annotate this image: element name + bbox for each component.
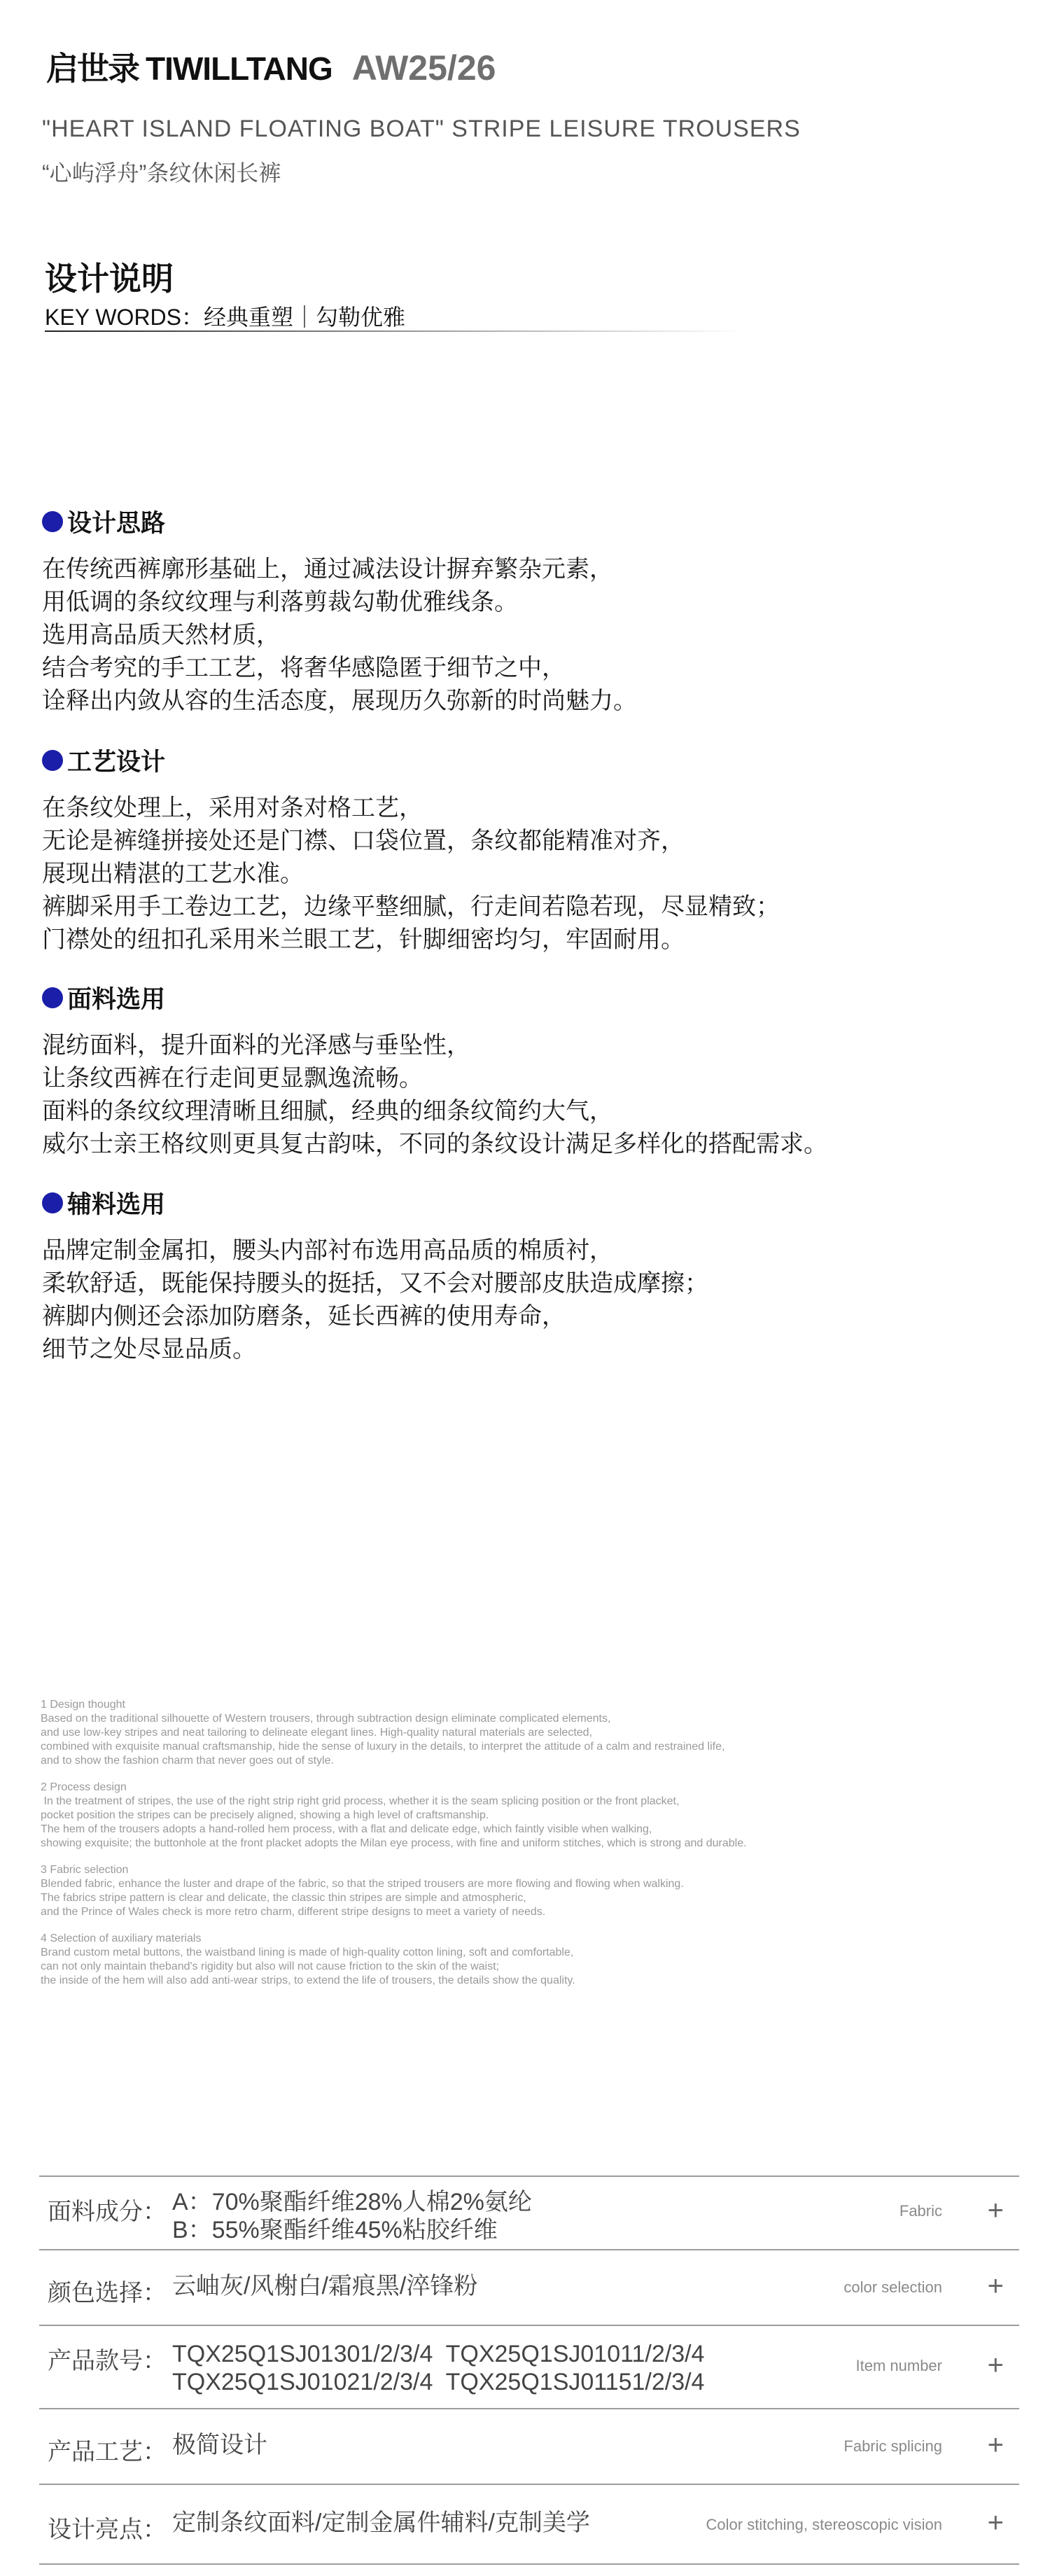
design-section-title: 设计说明 <box>45 260 174 297</box>
spec-en-label: Item number <box>855 2357 942 2374</box>
expand-plus-icon[interactable]: + <box>987 2195 1004 2226</box>
product-title-en: "HEART ISLAND FLOATING BOAT" STRIPE LEISURE TROUSERS <box>42 116 801 142</box>
note-line: 4 Selection of auxiliary materials <box>41 1933 202 1944</box>
block-line: 无论是裤缝拼接处还是门襟、口袋位置，条纹都能精准对齐， <box>42 828 685 854</box>
block-heading-text: 辅料选用 <box>67 1191 166 1218</box>
spec-row-item-number[interactable] <box>39 2325 1019 2408</box>
spec-table <box>39 2175 1019 2565</box>
note-line: combined with exquisite manual craftsmanship, hide the sense of luxury in the details, to interpret the attitude of a calm and restrained life, <box>41 1741 725 1753</box>
spec-label: 颜色选择： <box>48 2280 167 2306</box>
spec-values: TQX25Q1SJ01301/2/3/4 TQX25Q1SJ01011/2/3/4 TQX25Q1SJ01021/2/3/4 TQX25Q1SJ01151/2/3/4 <box>172 2341 705 2395</box>
brand-logo <box>46 43 496 90</box>
block-line: 细节之处尽显品质。 <box>42 1336 256 1363</box>
season-label: AW25/26 <box>351 48 496 88</box>
spec-en-label: color selection <box>844 2278 942 2296</box>
spec-row-highlights[interactable] <box>39 2484 1019 2565</box>
block-line: 诠释出内敛从容的生活态度，展现历久弥新的时尚魅力。 <box>42 688 637 714</box>
expand-plus-icon[interactable]: + <box>987 2271 1004 2302</box>
spec-label: 产品款号： <box>48 2348 167 2374</box>
block-heading <box>42 743 780 778</box>
block-line: 裤脚内侧还会添加防磨条，延长西裤的使用寿命， <box>42 1303 566 1330</box>
bullet-dot-icon <box>42 750 63 771</box>
block-heading <box>42 980 827 1015</box>
block-heading <box>42 504 637 539</box>
expand-plus-icon[interactable]: + <box>987 2430 1004 2460</box>
block-line: 用低调的条纹纹理与利落剪裁勾勒优雅线条。 <box>42 589 518 615</box>
keywords-row <box>45 300 745 333</box>
keywords-text: KEY WORDS：经典重塑｜勾勒优雅 <box>45 305 406 330</box>
note-line: The hem of the trousers adopts a hand-rolled hem process, with a flat and delicate edge, which faintly visible when walking, <box>41 1823 652 1835</box>
block-line: 品牌定制金属扣，腰头内部衬布选用高品质的棉质衬， <box>42 1237 613 1264</box>
spec-values: 云岫灰/风榭白/霜痕黑/淬锋粉 <box>172 2273 478 2299</box>
brand-name-cn: 启世录 <box>46 50 139 87</box>
note-line: 3 Fabric selection <box>41 1864 129 1876</box>
note-line: 2 Process design <box>41 1781 127 1793</box>
block-line: 柔软舒适，既能保持腰头的挺括，又不会对腰部皮肤造成摩擦； <box>42 1270 708 1297</box>
block-line: 展现出精湛的工艺水准。 <box>42 861 304 887</box>
note-line: pocket position the stripes can be precisely aligned, showing a high level of craftsmanship. <box>41 1809 489 1821</box>
design-block-fabric <box>42 980 827 1161</box>
block-body <box>42 553 637 718</box>
block-line: 门襟处的纽扣孔采用米兰眼工艺，针脚细密均匀，牢固耐用。 <box>42 926 685 953</box>
spec-values: 定制条纹面料/定制金属件辅料/克制美学 <box>172 2509 590 2536</box>
design-block-concept <box>42 504 637 718</box>
note-line: can not only maintain theband's rigidity but also will not cause friction to the skin of the waist; <box>41 1961 499 1972</box>
block-line: 选用高品质天然材质， <box>42 622 280 648</box>
block-line: 混纺面料，提升面料的光泽感与垂坠性， <box>42 1032 470 1059</box>
block-line: 结合考究的手工工艺，将奢华感隐匿于细节之中， <box>42 655 566 681</box>
note-line: Based on the traditional silhouette of Western trousers, through subtraction design eliminate complicated elements, <box>41 1713 611 1725</box>
note-line: 1 Design thought <box>41 1699 125 1711</box>
block-line: 裤脚采用手工卷边工艺，边缘平整细腻，行走间若隐若现，尽显精致； <box>42 893 780 920</box>
block-line: 面料的条纹纹理清晰且细腻，经典的细条纹简约大气， <box>42 1098 613 1125</box>
english-notes <box>41 1698 993 2000</box>
spec-en-label: Fabric splicing <box>844 2437 942 2455</box>
note-line: Brand custom metal buttons, the waistband lining is made of high-quality cotton lining, soft and comfortable, <box>41 1947 574 1958</box>
keywords-underline <box>45 330 745 332</box>
english-note-item <box>41 1698 993 1768</box>
note-line: and the Prince of Wales check is more retro charm, different stripe designs to meet a variety of needs. <box>41 1906 546 1918</box>
spec-row-process[interactable] <box>39 2408 1019 2484</box>
english-note-item <box>41 1863 993 1919</box>
note-line: In the treatment of stripes, the use of the right strip right grid process, whether it is the seam splicing position or the front placket, <box>41 1795 680 1807</box>
block-line: 威尔士亲王格纹则更具复古韵味，不同的条纹设计满足多样化的搭配需求。 <box>42 1131 827 1157</box>
expand-plus-icon[interactable]: + <box>987 2507 1004 2538</box>
block-body <box>42 792 780 956</box>
block-line: 在条纹处理上，采用对条对格工艺， <box>42 795 423 821</box>
block-heading-text: 设计思路 <box>67 510 166 537</box>
bullet-dot-icon <box>42 1192 63 1213</box>
spec-values: 极简设计 <box>172 2432 267 2458</box>
spec-row-fabric[interactable] <box>39 2175 1019 2249</box>
block-heading-text: 面料选用 <box>67 986 166 1013</box>
block-line: 让条纹西裤在行走间更显飘逸流畅。 <box>42 1065 423 1092</box>
brand-name-en: TIWILLTANG <box>146 50 332 87</box>
note-line: and to show the fashion charm that never goes out of style. <box>41 1755 334 1767</box>
note-line: showing exquisite; the buttonhole at the front placket adopts the Milan eye process, with fine and uniform stitches, which is strong and durable. <box>41 1837 747 1849</box>
spec-en-label: Fabric <box>899 2202 942 2220</box>
spec-label: 设计亮点： <box>48 2516 167 2543</box>
english-note-item <box>41 1781 993 1851</box>
block-heading <box>42 1185 708 1220</box>
spec-label: 产品工艺： <box>48 2439 167 2465</box>
design-block-process <box>42 743 780 956</box>
note-line: The fabrics stripe pattern is clear and delicate, the classic thin stripes are simple and atmospheric, <box>41 1892 526 1904</box>
block-body <box>42 1029 827 1161</box>
design-block-accessories <box>42 1185 708 1366</box>
spec-row-color[interactable] <box>39 2249 1019 2325</box>
note-line: the inside of the hem will also add anti-wear strips, to extend the life of trousers, the details show the quality. <box>41 1975 575 1986</box>
spec-values: A：70%聚酯纤维28%人棉2%氨纶 B：55%聚酯纤维45%粘胶纤维 <box>172 2189 532 2243</box>
block-line: 在传统西裤廓形基础上，通过减法设计摒弃繁杂元素， <box>42 556 613 583</box>
product-title-cn: “心屿浮舟”条纹休闲长裤 <box>42 160 281 186</box>
expand-plus-icon[interactable]: + <box>987 2350 1004 2381</box>
spec-label: 面料成分： <box>48 2199 167 2225</box>
note-line: and use low-key stripes and neat tailoring to delineate elegant lines. High-quality natural materials are selected, <box>41 1727 593 1739</box>
bullet-dot-icon <box>42 987 63 1008</box>
english-note-item <box>41 1932 993 1988</box>
spec-en-label: Color stitching, stereoscopic vision <box>706 2516 942 2533</box>
bullet-dot-icon <box>42 511 63 532</box>
block-body <box>42 1234 708 1366</box>
block-heading-text: 工艺设计 <box>67 749 166 776</box>
note-line: Blended fabric, enhance the luster and drape of the fabric, so that the striped trousers are more flowing and flowing when walking. <box>41 1878 684 1890</box>
